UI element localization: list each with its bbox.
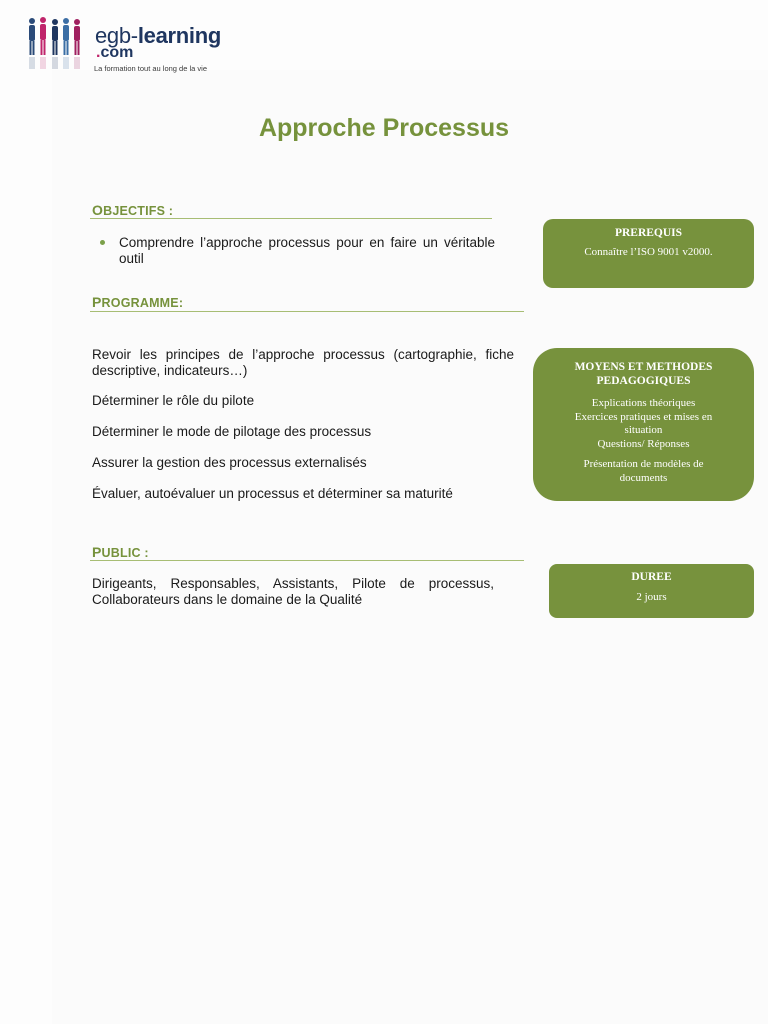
prerequis-box (543, 219, 754, 288)
programme-heading: PROGRAMME: (92, 294, 184, 310)
public-heading: PUBLIC : (92, 544, 149, 560)
page-title: Approche Processus (258, 114, 510, 142)
duree-box (549, 564, 754, 618)
programme-item: Évaluer, autoévaluer un processus et déterminer sa maturité (92, 486, 453, 501)
moyens-line: Présentation de modèles de documents (583, 458, 704, 484)
bullet-icon (100, 240, 105, 245)
objectifs-item: Comprendre l’approche processus pour en faire un véritable outil (119, 235, 495, 266)
moyens-box (533, 348, 754, 501)
moyens-line: Questions/ Réponses (597, 437, 690, 450)
public-rule (90, 560, 524, 561)
programme-item: Déterminer le rôle du pilote (92, 393, 255, 408)
objectifs-heading: OBJECTIFS : (92, 202, 174, 218)
duree-text: 2 jours (636, 591, 667, 603)
brand-domain: .com (96, 44, 134, 61)
programme-item: Assurer la gestion des processus externalisés (92, 455, 367, 470)
programme-item: Revoir les principes de l’approche processus (cartographie, fiche descriptive, indicateurs…) (92, 347, 514, 378)
moyens-line: Explications théoriques (591, 397, 696, 409)
people-logo-icon (26, 14, 88, 78)
brand-logo (26, 14, 226, 78)
moyens-heading: MOYENS ET METHODES PEDAGOGIQUES (574, 361, 713, 387)
programme-rule (90, 311, 524, 312)
programme-item: Déterminer le mode de pilotage des processus (92, 424, 372, 439)
brand-name: egb-learning (95, 23, 222, 48)
prerequis-heading: PREREQUIS (614, 227, 683, 239)
prerequis-text: Connaître l’ISO 9001 v2000. (584, 246, 713, 258)
public-text: Dirigeants, Responsables, Assistants, Pilote de processus, Collaborateurs dans le domaine de la Qualité (92, 576, 494, 607)
duree-heading: DUREE (631, 571, 672, 583)
objectifs-rule (90, 218, 492, 219)
brand-tagline: La formation tout au long de la vie (94, 64, 207, 73)
moyens-line: Exercices pratiques et mises en situation (574, 410, 713, 436)
